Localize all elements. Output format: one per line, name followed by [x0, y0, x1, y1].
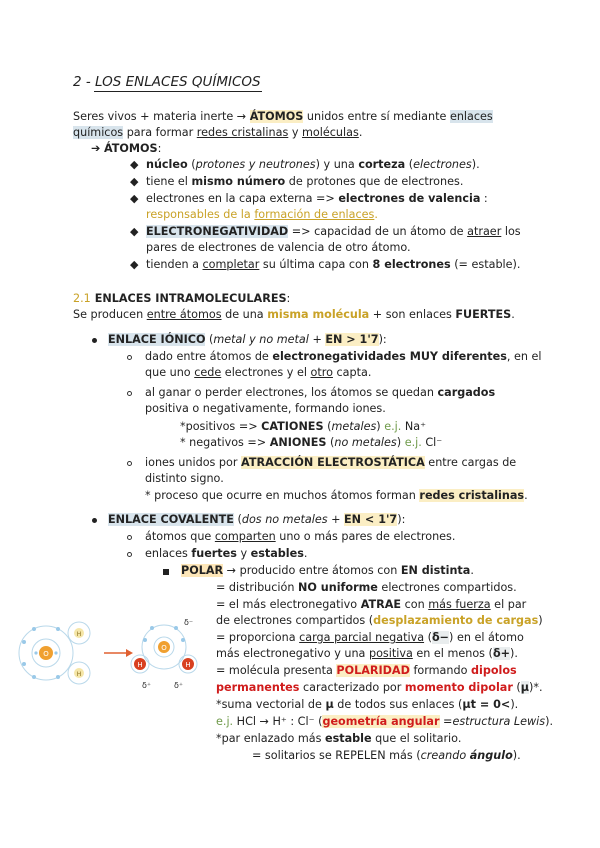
- section-number: 2.1: [73, 292, 91, 305]
- atomos-label: ÁTOMOS: [103, 142, 158, 155]
- text: de todos sus enlaces (: [333, 698, 463, 711]
- text: ) y una: [315, 158, 359, 171]
- text: => capacidad de un átomo de: [288, 225, 468, 238]
- text: dos no metales: [241, 513, 328, 526]
- text: NO uniforme: [298, 581, 378, 594]
- electrons-right: [143, 626, 185, 642]
- text: en el menos (: [412, 647, 493, 660]
- text: ).: [510, 647, 518, 660]
- text: electrones de valencia: [338, 192, 481, 205]
- text: .: [524, 489, 528, 502]
- text: permanentes: [216, 681, 300, 694]
- text: completar: [202, 258, 260, 271]
- text: comparten: [214, 530, 276, 543]
- arrow-right-icon: ➔: [91, 142, 101, 155]
- ionico-item-1: [145, 350, 542, 364]
- text: + son enlaces: [369, 308, 456, 321]
- covalente-item-2: [145, 547, 307, 561]
- atomos-item-4: [146, 225, 521, 239]
- ionico-item-3: [145, 456, 516, 470]
- text: positiva: [368, 647, 413, 660]
- polar-line-7: [216, 732, 461, 746]
- text: entre cargas de: [424, 456, 517, 469]
- water-molecule-figure: [14, 612, 214, 692]
- text: *par enlazado más: [216, 732, 326, 745]
- circle-bullet-icon: [127, 552, 132, 557]
- text: de protones que de electrones.: [285, 175, 464, 188]
- text: Na⁺: [401, 420, 426, 433]
- text: .: [303, 547, 308, 560]
- oxygen-label-left: O: [43, 650, 49, 658]
- text: ATRAE: [360, 598, 402, 611]
- intro-enlaces: enlaces: [449, 110, 493, 123]
- colon: :: [286, 292, 291, 305]
- text: +: [308, 333, 326, 346]
- text: responsables de la: [146, 208, 255, 221]
- intro-quimicos: químicos: [73, 126, 124, 139]
- intro-text: .: [358, 126, 363, 139]
- diamond-bullet-icon: ◆: [130, 192, 139, 205]
- polar-line-3-cont: [216, 647, 518, 661]
- text: )*.: [529, 681, 543, 694]
- diamond-bullet-icon: ◆: [130, 158, 139, 171]
- text: núcleo: [146, 158, 188, 171]
- text: ).: [471, 158, 480, 171]
- text: Se producen: [73, 308, 147, 321]
- ionico-cationes: [180, 420, 426, 434]
- text: estables: [250, 547, 304, 560]
- text: (= estable).: [450, 258, 521, 271]
- text: 8 electrones: [372, 258, 451, 271]
- intro-atomos: ÁTOMOS: [249, 110, 304, 123]
- colon: :: [157, 142, 162, 155]
- polar-line-6: [216, 715, 553, 729]
- intro-text: para formar: [123, 126, 197, 139]
- title-underline: [94, 91, 262, 92]
- text: Cl⁻: [421, 436, 443, 449]
- text: caracterizado por: [299, 681, 405, 694]
- text: no metales: [334, 436, 397, 449]
- text: el par: [490, 598, 527, 611]
- text: tiene el: [146, 175, 192, 188]
- text: * proceso que ocurre en muchos átomos forman: [145, 489, 420, 502]
- circle-bullet-icon: [127, 461, 132, 466]
- text: carga parcial negativa: [299, 631, 425, 644]
- text: momento dipolar: [404, 681, 513, 694]
- text: μ: [520, 681, 529, 694]
- text: ):: [378, 333, 387, 346]
- covalente-label: ENLACE COVALENTE: [108, 513, 234, 526]
- text: (: [326, 436, 335, 449]
- text: = molécula presenta: [216, 664, 337, 677]
- text: electrones compartidos.: [377, 581, 517, 594]
- circle-bullet-icon: [127, 355, 132, 360]
- text: electronegatividades MUY diferentes: [272, 350, 507, 363]
- text: ANIONES: [269, 436, 327, 449]
- text: (: [233, 513, 242, 526]
- ionico-label: ENLACE IÓNICO: [108, 333, 206, 346]
- text: que uno: [145, 366, 195, 379]
- polar-line-1: [216, 581, 517, 595]
- text: POLARIDAD: [336, 664, 410, 677]
- text: ).: [512, 749, 521, 762]
- text: átomos que: [145, 530, 215, 543]
- oxygen-label-right: O: [161, 644, 167, 652]
- atomos-item-3-cont: [146, 208, 378, 222]
- text: (: [512, 681, 521, 694]
- polar-line-3: [216, 631, 524, 645]
- text: EN < 1'7: [344, 513, 398, 526]
- text: .: [374, 208, 378, 221]
- intro-text: unidos entre sí mediante: [303, 110, 450, 123]
- square-bullet-icon: [163, 569, 169, 575]
- atomos-item-3: [146, 192, 488, 206]
- section-title: ENLACES INTRAMOLECULARES: [90, 292, 287, 305]
- text: redes cristalinas: [419, 489, 525, 502]
- text: +: [327, 513, 345, 526]
- text: de una: [221, 308, 268, 321]
- text: CATIONES: [261, 420, 324, 433]
- text: corteza: [358, 158, 406, 171]
- text: ): [538, 614, 543, 627]
- diamond-bullet-icon: ◆: [130, 258, 139, 271]
- atomos-item-1: [146, 158, 480, 172]
- covalente-heading: [108, 513, 405, 527]
- intro-line-1: [73, 110, 493, 124]
- text: e.j.: [404, 436, 422, 449]
- delta-plus-label-1: δ⁺: [142, 681, 152, 690]
- text: =: [439, 715, 453, 728]
- intro-line-2: [73, 126, 362, 140]
- text: = el más electronegativo: [216, 598, 361, 611]
- text: cede: [194, 366, 222, 379]
- text: dipolos: [470, 664, 517, 677]
- hydrogen-label-bottom: H: [76, 671, 82, 678]
- atomos-item-2: [146, 175, 463, 189]
- text: uno o más pares de electrones.: [275, 530, 456, 543]
- text: HCl → H⁺ : Cl⁻ (: [233, 715, 323, 728]
- text: fuertes: [191, 547, 237, 560]
- text: = solitarios se REPELEN más (: [252, 749, 421, 762]
- polar-label: POLAR: [181, 564, 224, 577]
- hydrogen-label-right-1: H: [137, 661, 143, 669]
- text: más fuerza: [428, 598, 491, 611]
- text: * negativos =>: [180, 436, 270, 449]
- text: ELECTRONEGATIVIDAD: [146, 225, 289, 238]
- text: otro: [310, 366, 333, 379]
- text: atraer: [467, 225, 502, 238]
- text: misma molécula: [267, 308, 370, 321]
- text: metales: [331, 420, 377, 433]
- text: (: [323, 420, 332, 433]
- text: (: [405, 158, 414, 171]
- text: desplazamiento de cargas: [373, 614, 539, 627]
- text: positiva o negativamente, formando iones.: [145, 402, 386, 415]
- text: más electronegativo y una: [216, 647, 369, 660]
- text: dado entre átomos de: [145, 350, 273, 363]
- text: .: [511, 308, 515, 321]
- text: δ−: [431, 631, 450, 644]
- text: mismo número: [191, 175, 286, 188]
- text: de electrones compartidos (: [216, 614, 374, 627]
- text: capta.: [332, 366, 372, 379]
- text: e.j.: [216, 715, 234, 728]
- diamond-bullet-icon: ◆: [130, 225, 139, 238]
- text: e.j.: [384, 420, 402, 433]
- polar-line-8: [252, 749, 521, 763]
- text: electrones en la capa externa =>: [146, 192, 339, 205]
- polar-heading: [181, 564, 474, 578]
- ionico-item-3-note: [145, 489, 528, 503]
- text: ATRACCIÓN ELECTROSTÁTICA: [241, 456, 425, 469]
- text: *suma vectorial de: [216, 698, 326, 711]
- text: ): [396, 436, 405, 449]
- page-title-text: 2 - LOS ENLACES QUÍMICOS: [73, 74, 261, 90]
- text: EN distinta: [400, 564, 471, 577]
- atomos-heading: [91, 142, 161, 156]
- text: creando: [420, 749, 470, 762]
- circle-bullet-icon: [127, 535, 132, 540]
- delta-minus-label: δ⁻: [184, 618, 194, 627]
- text: (: [187, 158, 196, 171]
- text: formando: [409, 664, 471, 677]
- text: cargados: [437, 386, 496, 399]
- text: EN > 1'7: [325, 333, 379, 346]
- text: distinto signo.: [145, 472, 224, 485]
- dot-bullet-icon: [92, 338, 97, 343]
- delta-plus-label-2: δ⁺: [174, 681, 184, 690]
- ionico-heading: [108, 333, 387, 347]
- circle-bullet-icon: [127, 391, 132, 396]
- text: con: [401, 598, 429, 611]
- text: tienden a: [146, 258, 203, 271]
- text: = distribución: [216, 581, 299, 594]
- text: (: [424, 631, 432, 644]
- text: protones y neutrones: [195, 158, 316, 171]
- text: ).: [510, 698, 519, 711]
- text: geometría angular: [322, 715, 440, 728]
- text: los: [501, 225, 521, 238]
- hydrogen-label-top: H: [76, 631, 82, 638]
- ionico-item-1-cont: [145, 366, 371, 380]
- text: entre átomos: [146, 308, 222, 321]
- reaction-arrow-head-icon: [126, 649, 133, 657]
- text: que el solitario.: [371, 732, 462, 745]
- polar-line-2: [216, 598, 526, 612]
- intro-text: Seres vivos + materia inerte →: [73, 110, 250, 123]
- diamond-bullet-icon: ◆: [130, 175, 139, 188]
- polar-line-5: [216, 698, 518, 712]
- section-2-1-heading: [73, 292, 290, 306]
- text: ángulo: [469, 749, 513, 762]
- text: ).: [545, 715, 553, 728]
- text: pares de electrones de valencia de otro átomo.: [146, 241, 411, 254]
- section-2-1-desc: [73, 308, 515, 322]
- text: μ: [325, 698, 334, 711]
- ionico-item-3-cont: [145, 472, 224, 486]
- text: iones unidos por: [145, 456, 242, 469]
- text: al ganar o perder electrones, los átomos se quedan: [145, 386, 438, 399]
- text: = proporciona: [216, 631, 300, 644]
- text: :: [480, 192, 488, 205]
- intro-text: y: [288, 126, 303, 139]
- text: metal y no metal: [213, 333, 309, 346]
- atomos-item-5: [146, 258, 520, 272]
- text: electrones: [413, 158, 472, 171]
- text: → producido entre átomos con: [223, 564, 401, 577]
- polar-line-2-cont: [216, 614, 543, 628]
- ionico-item-2-cont: [145, 402, 386, 416]
- intro-redes: redes cristalinas: [196, 126, 289, 139]
- text: formación de enlaces: [254, 208, 375, 221]
- polar-line-4: [216, 664, 517, 678]
- ionico-item-2: [145, 386, 495, 400]
- text: estructura Lewis: [452, 715, 546, 728]
- text: *positivos =>: [180, 420, 262, 433]
- hydrogen-label-right-2: H: [185, 661, 191, 669]
- text: estable: [325, 732, 372, 745]
- text: (: [205, 333, 214, 346]
- text: , en el: [506, 350, 542, 363]
- text: su última capa con: [259, 258, 373, 271]
- text: ): [376, 420, 385, 433]
- text: ):: [397, 513, 406, 526]
- ionico-aniones: [180, 436, 442, 450]
- text: y: [236, 547, 251, 560]
- polar-line-4-cont: [216, 681, 543, 695]
- text: enlaces: [145, 547, 192, 560]
- text: μt = 0<: [462, 698, 511, 711]
- page-title: [73, 75, 261, 89]
- text: δ+: [492, 647, 510, 660]
- text: electrones y el: [221, 366, 311, 379]
- intro-moleculas: moléculas: [302, 126, 359, 139]
- text: FUERTES: [455, 308, 512, 321]
- dot-bullet-icon: [92, 518, 97, 523]
- atomos-item-4-cont: [146, 241, 411, 255]
- text: ) en el átomo: [449, 631, 524, 644]
- text: .: [470, 564, 474, 577]
- covalente-item-1: [145, 530, 455, 544]
